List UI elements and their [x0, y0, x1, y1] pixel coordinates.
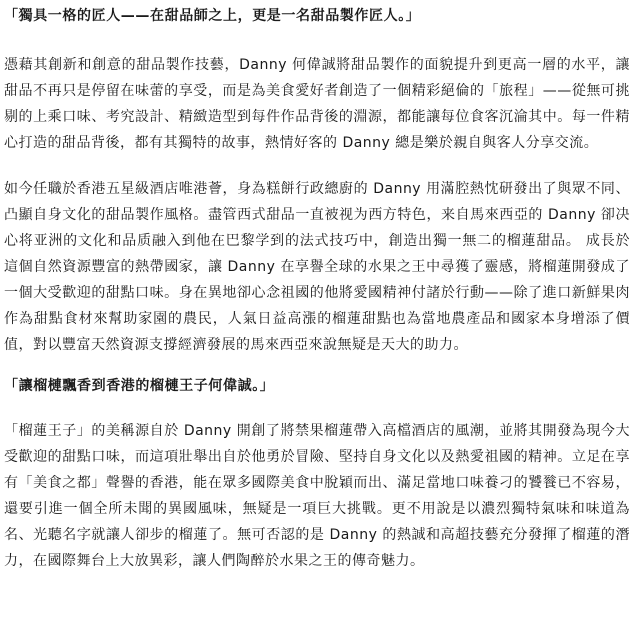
- paragraph-durian-prince: 「榴蓮王子」的美稱源自於 Danny 開創了將禁果榴蓮帶入高檔酒店的風潮，並將其開發為現今大受歡迎的甜點口味，而這項壯舉出自於他勇於冒險、堅持自身文化以及熱愛祖國的精神。立足在享有「美食之都」聲譽的香港，能在眾多國際美食中脫穎而出、滿足當地口味養刁的饕餮已不容易，還要引進一個全所未聞的異國風味，無疑是一項巨大挑戰。更不用說是以濃烈獨特氣味和味道為名、光聽名字就讓人卻步的榴蓮了。無可否認的是 Danny 的熱誠和高超技藝充分發揮了榴蓮的潛力，在國際舞台上大放異彩，讓人們陶醉於水果之王的傳奇魅力。: [4, 423, 630, 569]
- section-heading-craftsman: 「獨具一格的匠人——在甜品師之上，更是一名甜品製作匠人。」: [4, 8, 421, 24]
- paragraph-hotel-career: 如今任職於香港五星級酒店唯港薈，身為糕餅行政總廚的 Danny 用滿腔熱忱研發出了與眾不同、凸顯自身文化的甜品製作風格。盡管西式甜品一直被视为西方特色，来自馬來西亞的 Danny 卻决心将亚洲的文化和品质融入到他在巴黎学到的法式技巧中，創造出獨一無二的榴蓮甜品。 成長於這個自然資源豐富的熱帶國家，讓 Danny 在享譽全球的水果之王中尋獲了靈感，將榴蓮開發成了一個大受歡迎的甜點口味。身在異地卻心念祖國的他將愛國精神付諸於行動——除了進口新鮮果肉作為甜點食材來幫助家園的農民，人氣日益高漲的榴蓮甜點也為當地農產品和國家本身增添了價值，對以豐富天然資源支撐經濟發展的馬來西亞來說無疑是天大的助力。: [4, 181, 630, 353]
- paragraph-innovation: 憑藉其創新和創意的甜品製作技藝，Danny 何偉誠將甜品製作的面貌提升到更高一層的水平，讓甜品不再只是停留在味蕾的享受，而是為美食愛好者創造了一個精彩絕倫的「旅程」——從無可挑剔的上乘口味、考究設計、精緻造型到每件作品背後的淵源，都能讓每位食客沉淪其中。每一件精心打造的甜品背後，都有其獨特的故事，熱情好客的 Danny 總是樂於親自與客人分享交流。: [4, 57, 630, 151]
- section-heading-durian-prince: 「讓榴槤飄香到香港的榴槤王子何偉誠。」: [4, 378, 275, 394]
